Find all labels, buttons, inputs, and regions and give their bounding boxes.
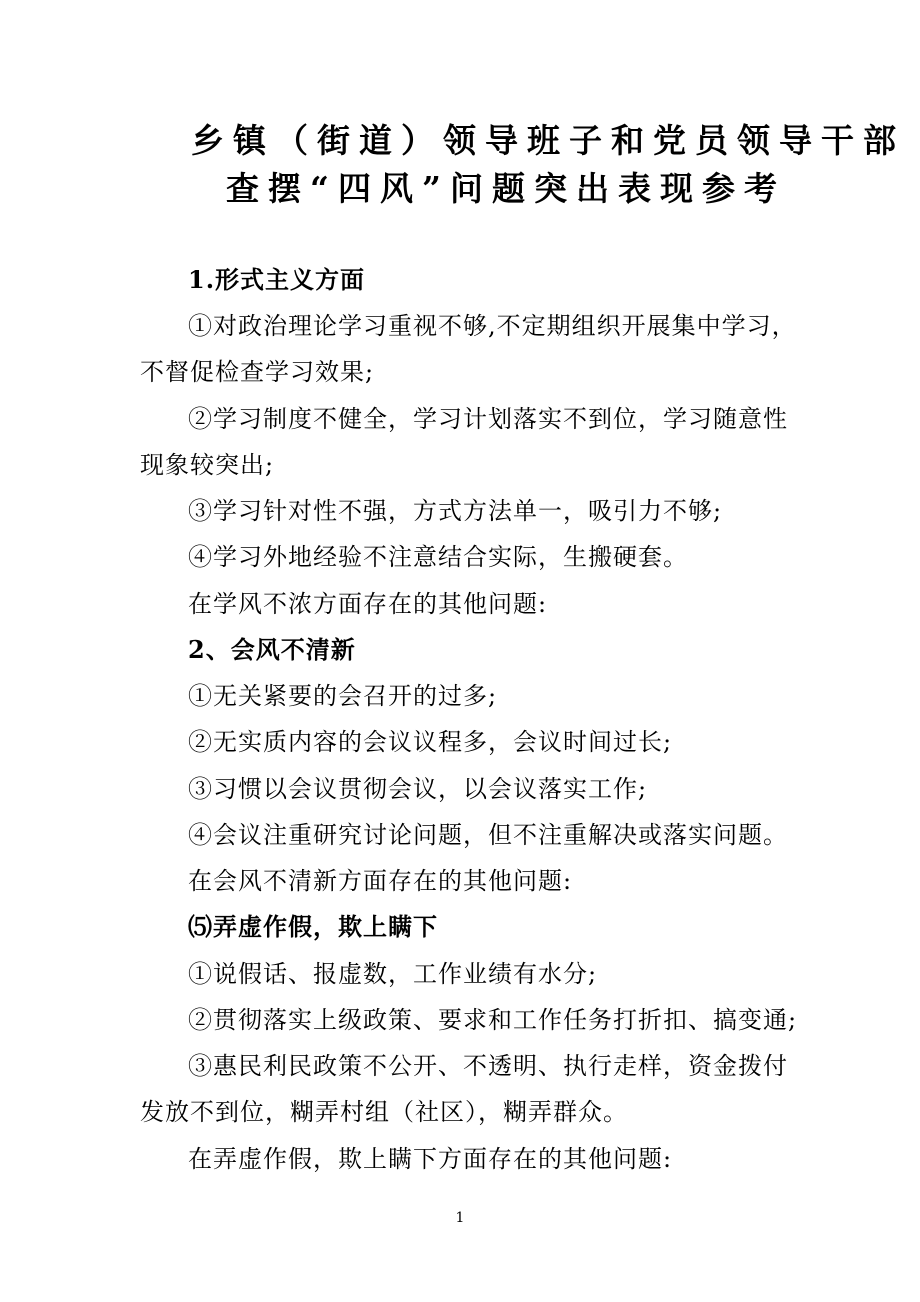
page-number: 1 [455,1210,465,1226]
section-heading-falsification: ⑸弄虚作假，欺上瞒下 [188,912,438,941]
list-item: ①无关紧要的会召开的过多; [188,682,498,710]
list-item: ③习惯以会议贯彻会议，以会议落实工作; [188,775,648,803]
list-item: ④会议注重研究讨论问题，但不注重解决或落实问题。 [188,821,788,849]
list-item: ②无实质内容的会议议程多，会议时间过长; [188,728,673,756]
list-item: ②贯彻落实上级政策、要求和工作任务打折扣、搞变通; [188,1006,798,1034]
other-issues-line: 在弄虚作假，欺上瞒下方面存在的其他问题: [188,1145,673,1173]
list-item-continuation: 发放不到位，糊弄村组（社区），糊弄群众。 [140,1098,628,1126]
list-item: ③惠民利民政策不公开、不透明、执行走样，资金拨付 [188,1052,788,1080]
list-item-continuation: 不督促检查学习效果; [140,358,375,386]
other-issues-line: 在学风不浓方面存在的其他问题: [188,590,548,618]
list-item: ①说假话、报虚数，工作业绩有水分; [188,960,598,988]
list-item-continuation: 现象较突出; [140,451,275,479]
list-item: ③学习针对性不强，方式方法单一，吸引力不够; [188,497,723,525]
document-title-line2: 查摆“四风”问题突出表现参考 [226,169,786,208]
list-item: ①对政治理论学习重视不够,不定期组织开展集中学习， [188,312,797,340]
list-item: ②学习制度不健全，学习计划落实不到位，学习随意性 [188,405,788,433]
other-issues-line: 在会风不清新方面存在的其他问题: [188,867,573,895]
section-heading-formalism: 1.形式主义方面 [188,265,366,294]
section-heading-meetings: 2、会风不清新 [188,635,356,664]
document-title-line1: 乡镇（街道）领导班子和党员领导干部 [191,121,905,160]
list-item: ④学习外地经验不注意结合实际，生搬硬套。 [188,543,688,571]
